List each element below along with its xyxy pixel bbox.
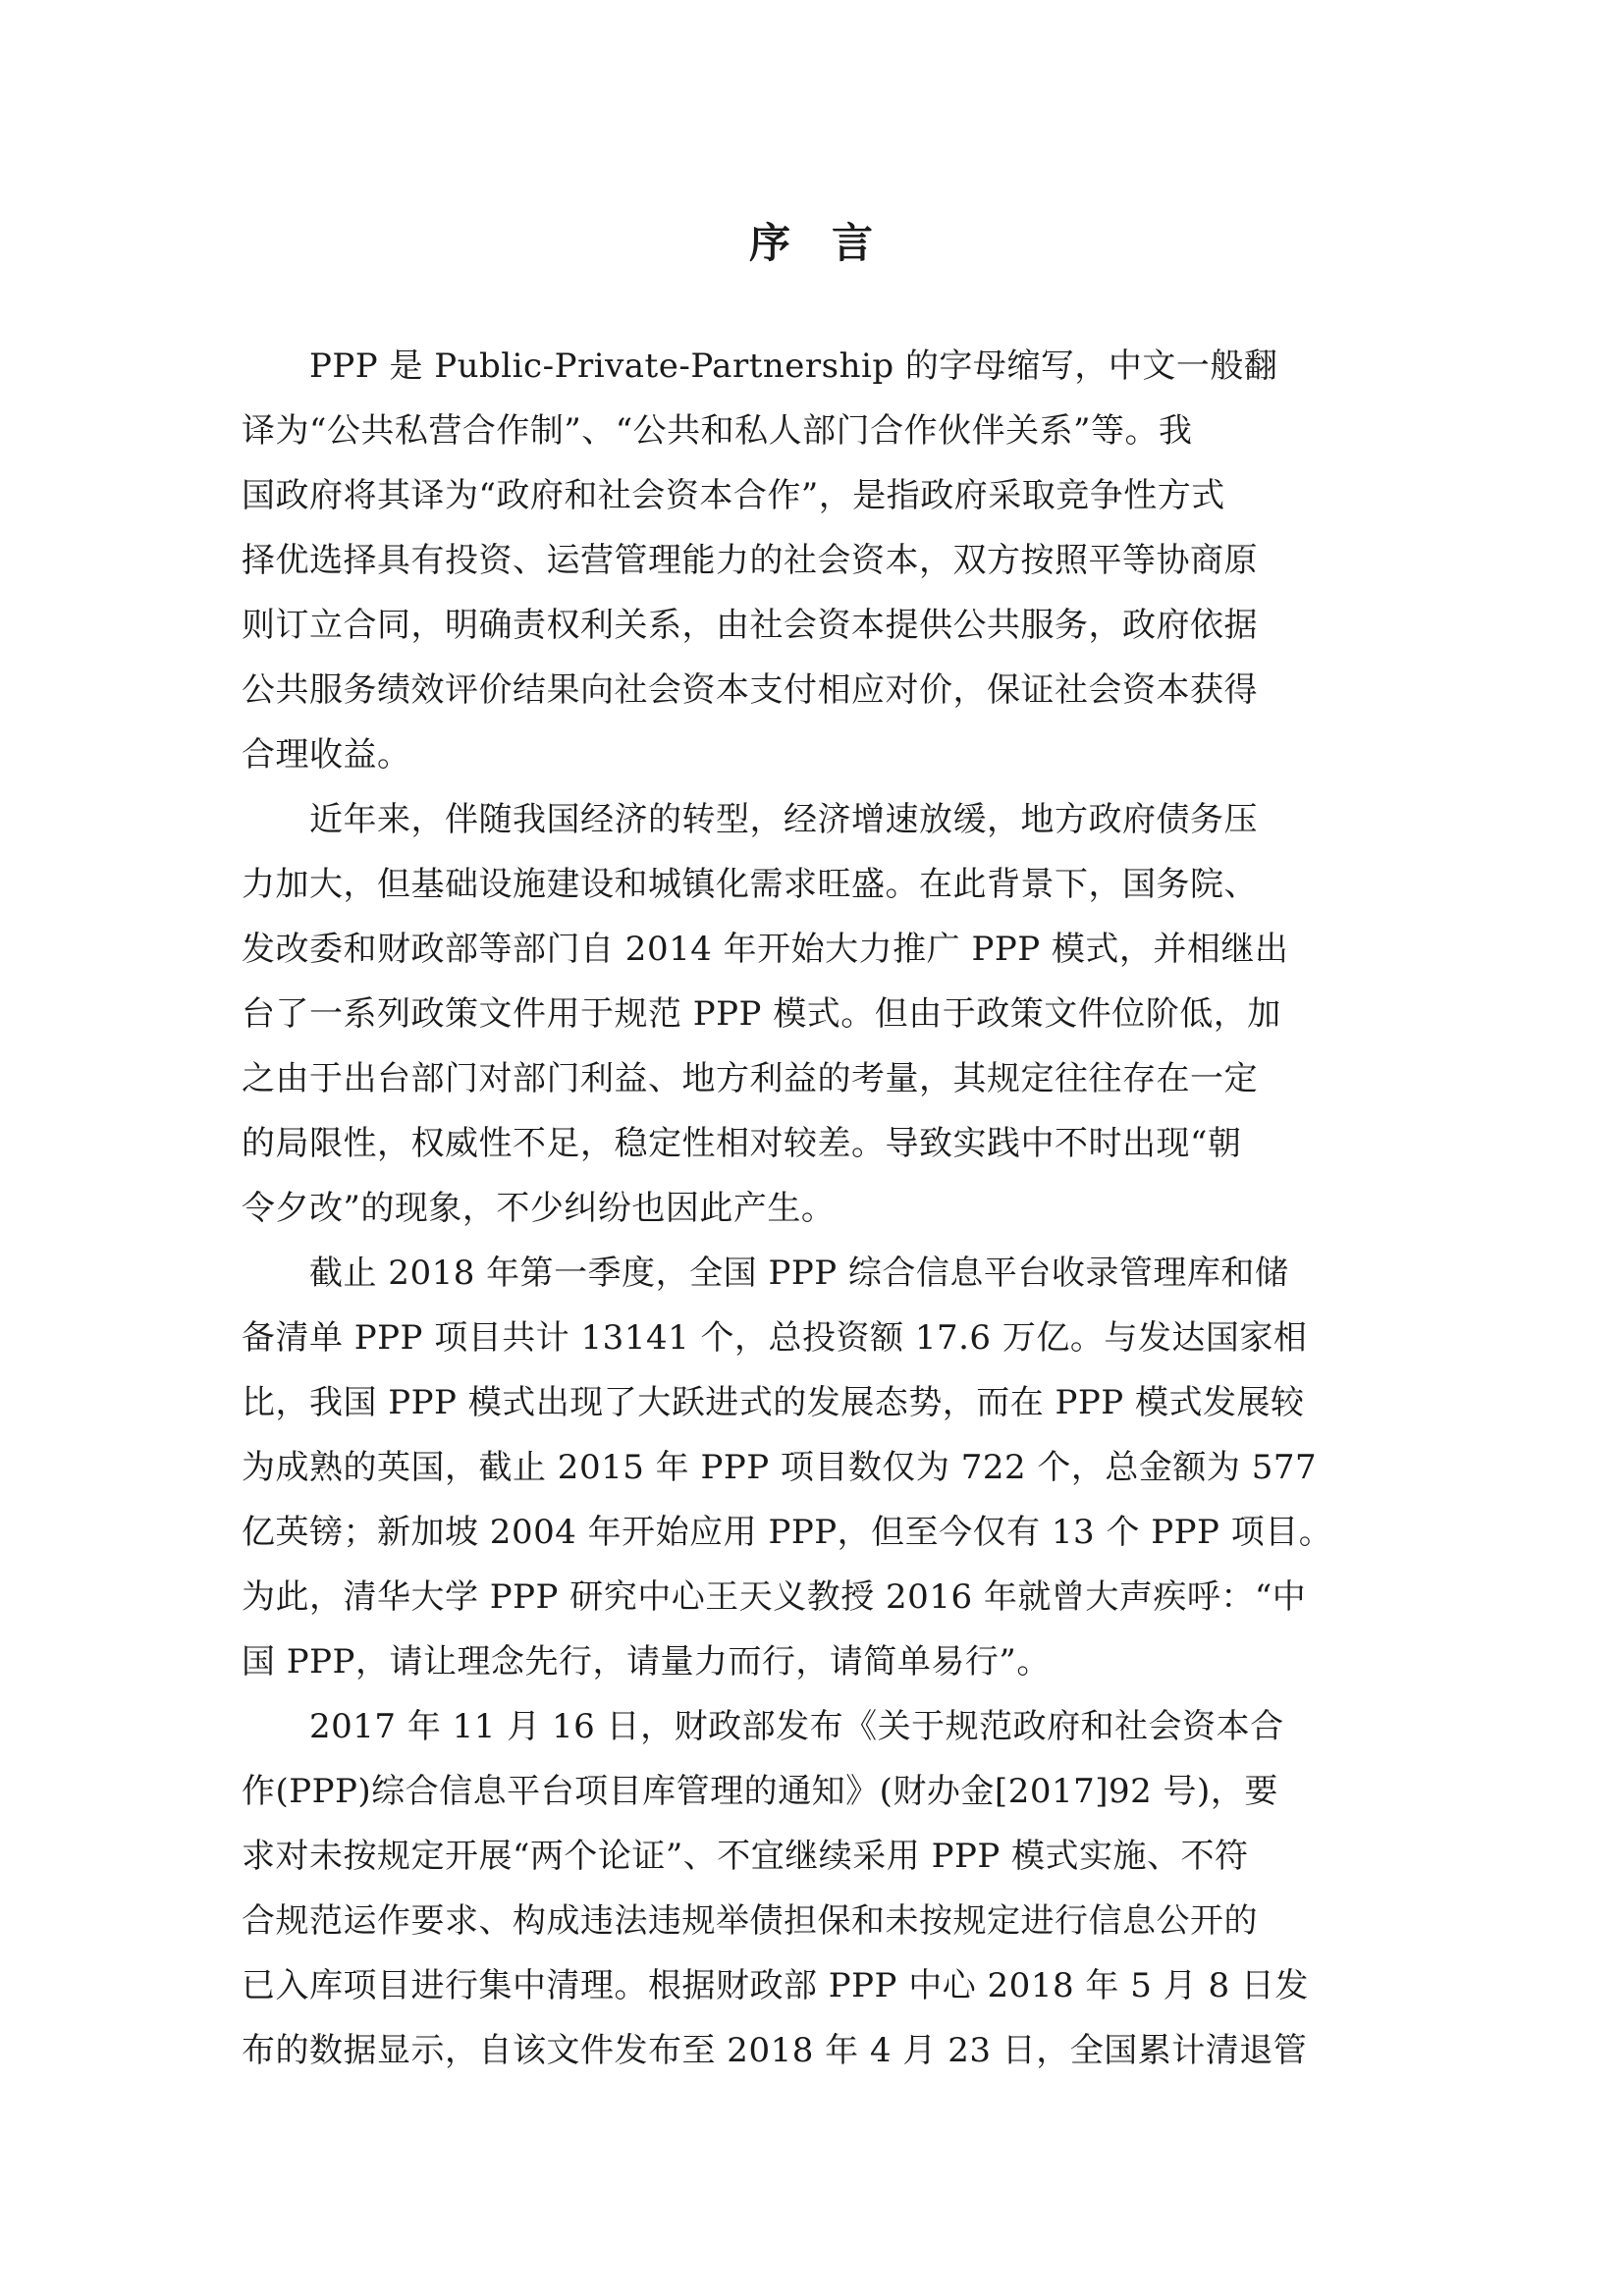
text-line: 择优选择具有投资、运营管理能力的社会资本，双方按照平等协商原 [242,541,1258,580]
text-line: 台了一系列政策文件用于规范 PPP 模式。但由于政策文件位阶低，加 [242,994,1281,1034]
text-line: 比，我国 PPP 模式出现了大跃进式的发展态势，而在 PPP 模式发展较 [242,1383,1305,1422]
text-line: 备清单 PPP 项目共计 13141 个，总投资额 17.6 万亿。与发达国家相 [242,1318,1308,1358]
text-line: 作(PPP)综合信息平台项目库管理的通知》(财办金[2017]92 号)，要 [242,1772,1278,1811]
text-line: 力加大，但基础设施建设和城镇化需求旺盛。在此背景下，国务院、 [242,865,1258,904]
text-line: 近年来，伴随我国经济的转型，经济增速放缓，地方政府债务压 [242,800,1258,839]
text-line: 合理收益。 [242,735,411,774]
title-char-1: 序 [748,219,792,267]
text-line: 发改委和财政部等部门自 2014 年开始大力推广 PPP 模式，并相继出 [242,930,1289,969]
text-line: 公共服务绩效评价结果向社会资本支付相应对价，保证社会资本获得 [242,670,1258,710]
text-line: 为此，清华大学 PPP 研究中心王天义教授 2016 年就曾大声疾呼：“中 [242,1577,1307,1617]
text-line: 之由于出台部门对部门利益、地方利益的考量，其规定往往存在一定 [242,1059,1258,1098]
text-line: 2017 年 11 月 16 日，财政部发布《关于规范政府和社会资本合 [242,1707,1284,1746]
text-line: PPP 是 Public-Private-Partnership 的字母缩写，中文一般翻 [242,347,1278,386]
text-line: 已入库项目进行集中清理。根据财政部 PPP 中心 2018 年 5 月 8 日发 [242,1966,1309,2005]
page-title [0,214,1624,273]
text-line: 则订立合同，明确责权利关系，由社会资本提供公共服务，政府依据 [242,606,1258,645]
text-line: 截止 2018 年第一季度，全国 PPP 综合信息平台收录管理库和储 [242,1254,1289,1293]
text-line: 国政府将其译为“政府和社会资本合作”，是指政府采取竞争性方式 [242,476,1225,515]
text-line: 布的数据显示，自该文件发布至 2018 年 4 月 23 日，全国累计清退管 [242,2031,1308,2070]
text-line: 国 PPP，请让理念先行，请量力而行，请简单易行”。 [242,1642,1051,1682]
text-line: 的局限性，权威性不足，稳定性相对较差。导致实践中不时出现“朝 [242,1124,1242,1163]
text-line: 译为“公共私营合作制”、“公共和私人部门合作伙伴关系”等。我 [242,411,1193,451]
preface-body [242,334,1380,2083]
text-line: 求对未按规定开展“两个论证”、不宜继续采用 PPP 模式实施、不符 [242,1837,1249,1876]
text-line: 为成熟的英国，截止 2015 年 PPP 项目数仅为 722 个，总金额为 577 [242,1448,1318,1487]
text-line: 合规范运作要求、构成违法违规举债担保和未按规定进行信息公开的 [242,1901,1258,1941]
text-line: 令夕改”的现象，不少纠纷也因此产生。 [242,1189,836,1228]
text-line: 亿英镑；新加坡 2004 年开始应用 PPP，但至今仅有 13 个 PPP 项目。 [242,1513,1333,1552]
title-char-2: 言 [832,219,876,267]
